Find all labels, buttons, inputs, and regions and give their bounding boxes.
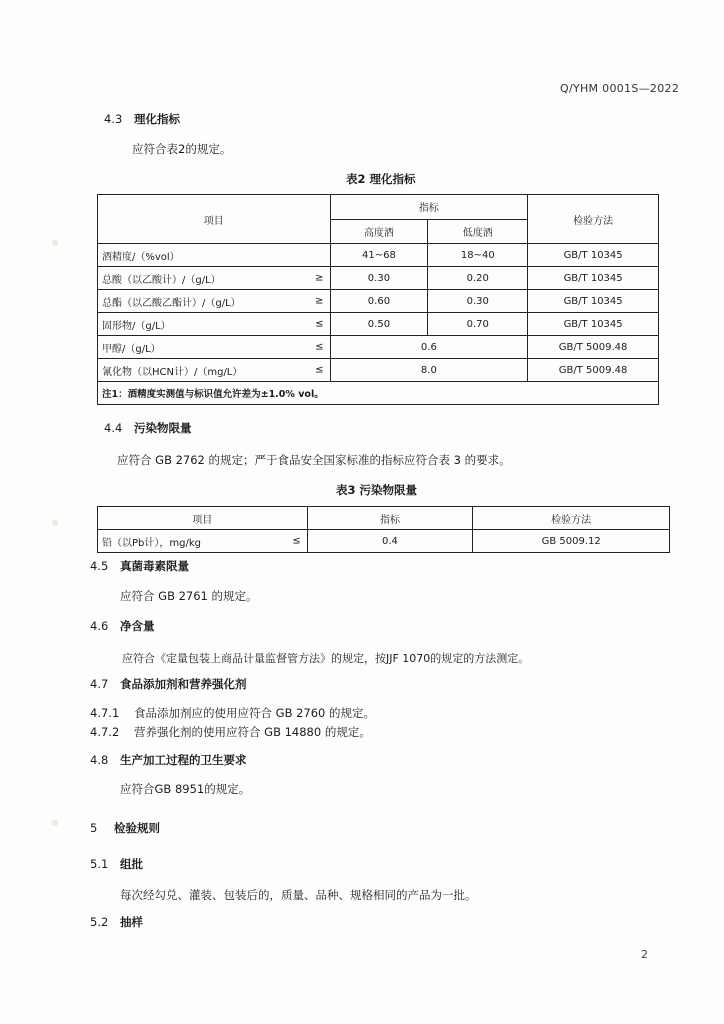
section-5-heading	[90, 820, 160, 836]
section-title: 抽样	[120, 915, 143, 929]
row-item	[98, 313, 331, 336]
row-item	[98, 359, 331, 382]
table2-header-indicator: 指标	[330, 195, 528, 220]
subsection-4-7-2	[90, 724, 371, 740]
table2-header-item: 项目	[98, 195, 331, 244]
subsection-text: 营养强化剂的使用应符合 GB 14880 的规定。	[134, 725, 371, 739]
table-row	[98, 244, 659, 267]
table3-header-method: 检验方法	[473, 507, 670, 530]
row-item	[98, 267, 331, 290]
punch-hole	[52, 820, 58, 826]
table3-header-indicator: 指标	[307, 507, 473, 530]
table-row	[98, 530, 670, 553]
section-5-1-text: 每次经勾兑、灌装、包装后的，质量、品种、规格相同的产品为一批。	[120, 888, 477, 902]
table2-note: 注1：酒精度实测值与标识值允许差为±1.0% vol。	[98, 382, 659, 405]
high-value: 0.60	[330, 290, 428, 313]
table2-header-high: 高度酒	[330, 219, 428, 244]
section-title: 检验规则	[114, 821, 160, 835]
low-value: 0.70	[428, 313, 528, 336]
section-4-4-heading	[104, 420, 192, 436]
section-4-7-heading	[90, 676, 247, 692]
row-item	[98, 336, 331, 359]
subsection-number: 4.7.1	[90, 706, 120, 720]
section-title: 理化指标	[134, 112, 180, 126]
method: GB/T 10345	[528, 290, 659, 313]
section-4-6-heading	[90, 618, 155, 634]
section-title: 真菌毒素限量	[120, 559, 189, 573]
comparison-symbol: ≥	[315, 295, 324, 307]
section-title: 生产加工过程的卫生要求	[120, 753, 247, 767]
section-title: 组批	[120, 857, 143, 871]
section-number: 4.3	[104, 112, 123, 126]
subsection-4-7-1	[90, 705, 375, 721]
item-label: 总酸（以乙酸计）/（g/L）	[102, 274, 221, 286]
item-label: 铅（以Pb计），mg/kg	[102, 537, 201, 549]
section-5-2-heading	[90, 914, 143, 930]
value: 0.4	[307, 530, 473, 553]
section-4-8-text: 应符合GB 8951的规定。	[120, 782, 251, 796]
section-4-5-text: 应符合 GB 2761 的规定。	[120, 589, 258, 603]
row-item	[98, 244, 331, 267]
low-value: 18~40	[428, 244, 528, 267]
comparison-symbol: ≤	[292, 535, 301, 547]
page-number: 2	[641, 948, 648, 961]
table2-caption: 表2 理化指标	[346, 172, 416, 186]
high-value: 41~68	[330, 244, 428, 267]
section-4-8-heading	[90, 752, 247, 768]
punch-hole	[52, 520, 58, 526]
low-value: 0.20	[428, 267, 528, 290]
method: GB/T 10345	[528, 244, 659, 267]
comparison-symbol: ≥	[315, 272, 324, 284]
standard-code: Q/YHM 0001S—2022	[560, 82, 680, 95]
table3-caption: 表3 污染物限量	[336, 483, 418, 497]
section-number: 4.4	[104, 421, 123, 435]
table2-header-low: 低度酒	[428, 219, 528, 244]
value: 0.6	[330, 336, 528, 359]
section-number: 4.8	[90, 753, 109, 767]
method: GB/T 10345	[528, 313, 659, 336]
table3-contaminants	[97, 506, 670, 553]
subsection-text: 食品添加剂应的使用应符合 GB 2760 的规定。	[134, 706, 376, 720]
item-label: 甲醇/（g/L）	[102, 343, 161, 355]
section-4-6-text: 应符合《定量包装上商品计量监督管方法》的规定，按JJF 1070的规定的方法测定。	[122, 652, 530, 665]
comparison-symbol: ≤	[315, 318, 324, 330]
section-number: 4.7	[90, 677, 109, 691]
high-value: 0.50	[330, 313, 428, 336]
comparison-symbol: ≤	[315, 341, 324, 353]
table-row	[98, 290, 659, 313]
high-value: 0.30	[330, 267, 428, 290]
table2-physicochemical	[97, 194, 659, 405]
item-label: 氰化物（以HCN计）/（mg/L）	[102, 366, 243, 378]
method: GB/T 5009.48	[528, 359, 659, 382]
section-number: 4.5	[90, 559, 109, 573]
table2-header-method: 检验方法	[528, 195, 659, 244]
value: 8.0	[330, 359, 528, 382]
item-label: 固形物/（g/L）	[102, 320, 171, 332]
table-row	[98, 267, 659, 290]
low-value: 0.30	[428, 290, 528, 313]
table3-header-item: 项目	[98, 507, 308, 530]
method: GB/T 5009.48	[528, 336, 659, 359]
section-title: 污染物限量	[134, 421, 192, 435]
section-number: 4.6	[90, 619, 109, 633]
section-title: 食品添加剂和营养强化剂	[120, 677, 247, 691]
section-4-4-text: 应符合 GB 2762 的规定；严于食品安全国家标准的指标应符合表 3 的要求。	[117, 453, 511, 467]
section-5-1-heading	[90, 856, 143, 872]
comparison-symbol: ≤	[315, 364, 324, 376]
section-number: 5.2	[90, 915, 109, 929]
table-row	[98, 313, 659, 336]
section-4-3-text: 应符合表2的规定。	[132, 142, 232, 156]
method: GB 5009.12	[473, 530, 670, 553]
item-label: 酒精度/（%vol）	[102, 251, 180, 263]
section-4-3-heading	[104, 111, 180, 127]
section-number: 5	[90, 821, 98, 835]
method: GB/T 10345	[528, 267, 659, 290]
section-title: 净含量	[120, 619, 155, 633]
item-label: 总酯（以乙酸乙酯计）/（g/L）	[102, 297, 241, 309]
punch-hole	[52, 240, 58, 246]
section-number: 5.1	[90, 857, 109, 871]
row-item	[98, 530, 308, 553]
table-row	[98, 359, 659, 382]
table-row	[98, 336, 659, 359]
section-4-5-heading	[90, 558, 189, 574]
row-item	[98, 290, 331, 313]
subsection-number: 4.7.2	[90, 725, 120, 739]
